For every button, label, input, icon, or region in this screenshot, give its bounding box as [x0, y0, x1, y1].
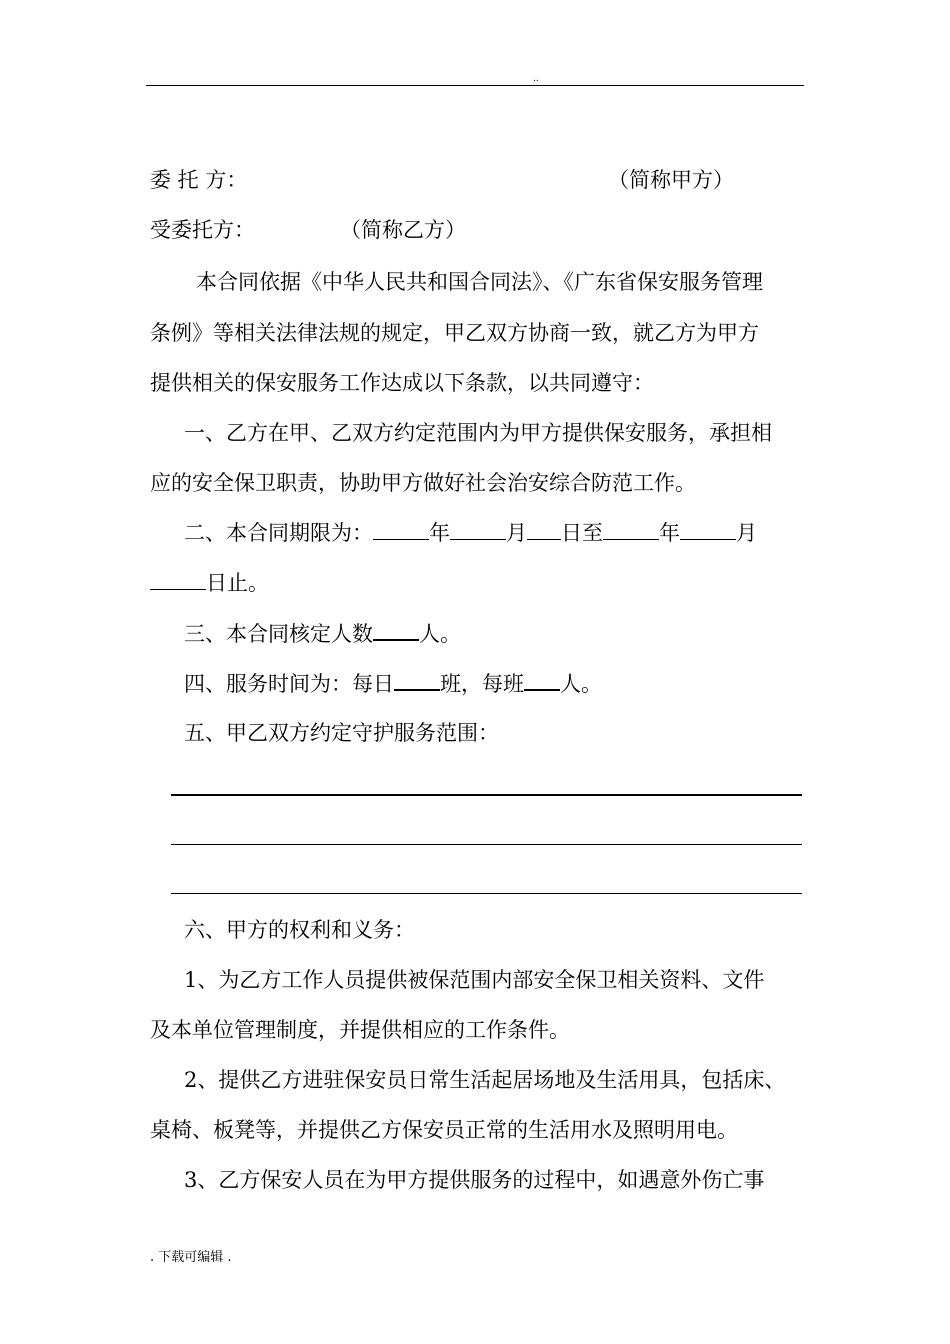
entrusting-party-label: 委 托 方： [150, 168, 248, 192]
item-1-line-2: 及本单位管理制度，并提供相应的工作条件。 [150, 1018, 570, 1042]
clause-6-heading: 六、甲方的权利和义务： [184, 918, 415, 942]
clause-2-month-2: 月 [736, 521, 757, 545]
blank-start-month[interactable] [450, 519, 506, 540]
clause-2-month: 月 [506, 521, 527, 545]
entrusting-party-note: （简称甲方） [608, 168, 734, 192]
clause-2-year: 年 [429, 521, 450, 545]
scope-blank-line-2[interactable] [171, 844, 802, 845]
header-rule [146, 85, 804, 86]
scope-blank-line-1[interactable] [171, 794, 802, 796]
blank-shifts[interactable] [394, 669, 440, 691]
clause-4-service-time [184, 669, 602, 698]
blank-end-year[interactable] [603, 519, 659, 540]
clause-4-prefix: 四、服务时间为：每日 [184, 672, 394, 696]
clause-4-mid: 班，每班 [440, 672, 524, 696]
clause-3-suffix: 人。 [419, 622, 461, 646]
intro-line-1: 本合同依据《中华人民共和国合同法》、《广东省保安服务管理 [196, 270, 763, 294]
intro-line-2: 条例》等相关法律法规的规定，甲乙双方协商一致，就乙方为甲方 [150, 321, 759, 345]
item-2-line-1: 2、提供乙方进驻保安员日常生活起居场地及生活用具，包括床、 [184, 1068, 786, 1092]
clause-2-term [184, 519, 757, 547]
entrusted-party-label: 受委托方： [150, 218, 255, 242]
entrusted-party-note: （简称乙方） [340, 218, 466, 242]
clause-5-scope: 五、甲乙双方约定守护服务范围： [184, 721, 499, 745]
clause-2-year-2: 年 [659, 521, 680, 545]
blank-headcount[interactable] [373, 619, 419, 641]
footer-note: . 下载可编辑 . [150, 1250, 232, 1265]
clause-2-line-2 [150, 569, 269, 597]
clause-2-day-to: 日至 [561, 521, 603, 545]
clause-3-headcount [184, 619, 461, 648]
header-marker: .. [533, 74, 539, 84]
blank-end-day[interactable] [150, 569, 206, 590]
item-3-line-1: 3、乙方保安人员在为甲方提供服务的过程中，如遇意外伤亡事 [184, 1168, 765, 1192]
clause-2-end: 日止。 [206, 571, 269, 595]
clause-4-suffix: 人。 [560, 672, 602, 696]
clause-3-prefix: 三、本合同核定人数 [184, 622, 373, 646]
blank-start-year[interactable] [373, 519, 429, 540]
item-2-line-2: 桌椅、板凳等，并提供乙方保安员正常的生活用水及照明用电。 [150, 1118, 738, 1142]
blank-end-month[interactable] [680, 519, 736, 540]
intro-line-3: 提供相关的保安服务工作达成以下条款，以共同遵守： [150, 371, 654, 395]
blank-persons-per-shift[interactable] [524, 669, 560, 691]
clause-1-line-1: 一、乙方在甲、乙双方约定范围内为甲方提供保安服务，承担相 [184, 421, 772, 445]
clause-1-line-2: 应的安全保卫职责，协助甲方做好社会治安综合防范工作。 [150, 471, 696, 495]
clause-2-prefix: 二、本合同期限为： [184, 521, 373, 545]
item-1-line-1: 1、为乙方工作人员提供被保范围内部安全保卫相关资料、文件 [184, 968, 765, 992]
scope-blank-line-3[interactable] [171, 893, 802, 894]
blank-start-day[interactable] [527, 519, 561, 540]
